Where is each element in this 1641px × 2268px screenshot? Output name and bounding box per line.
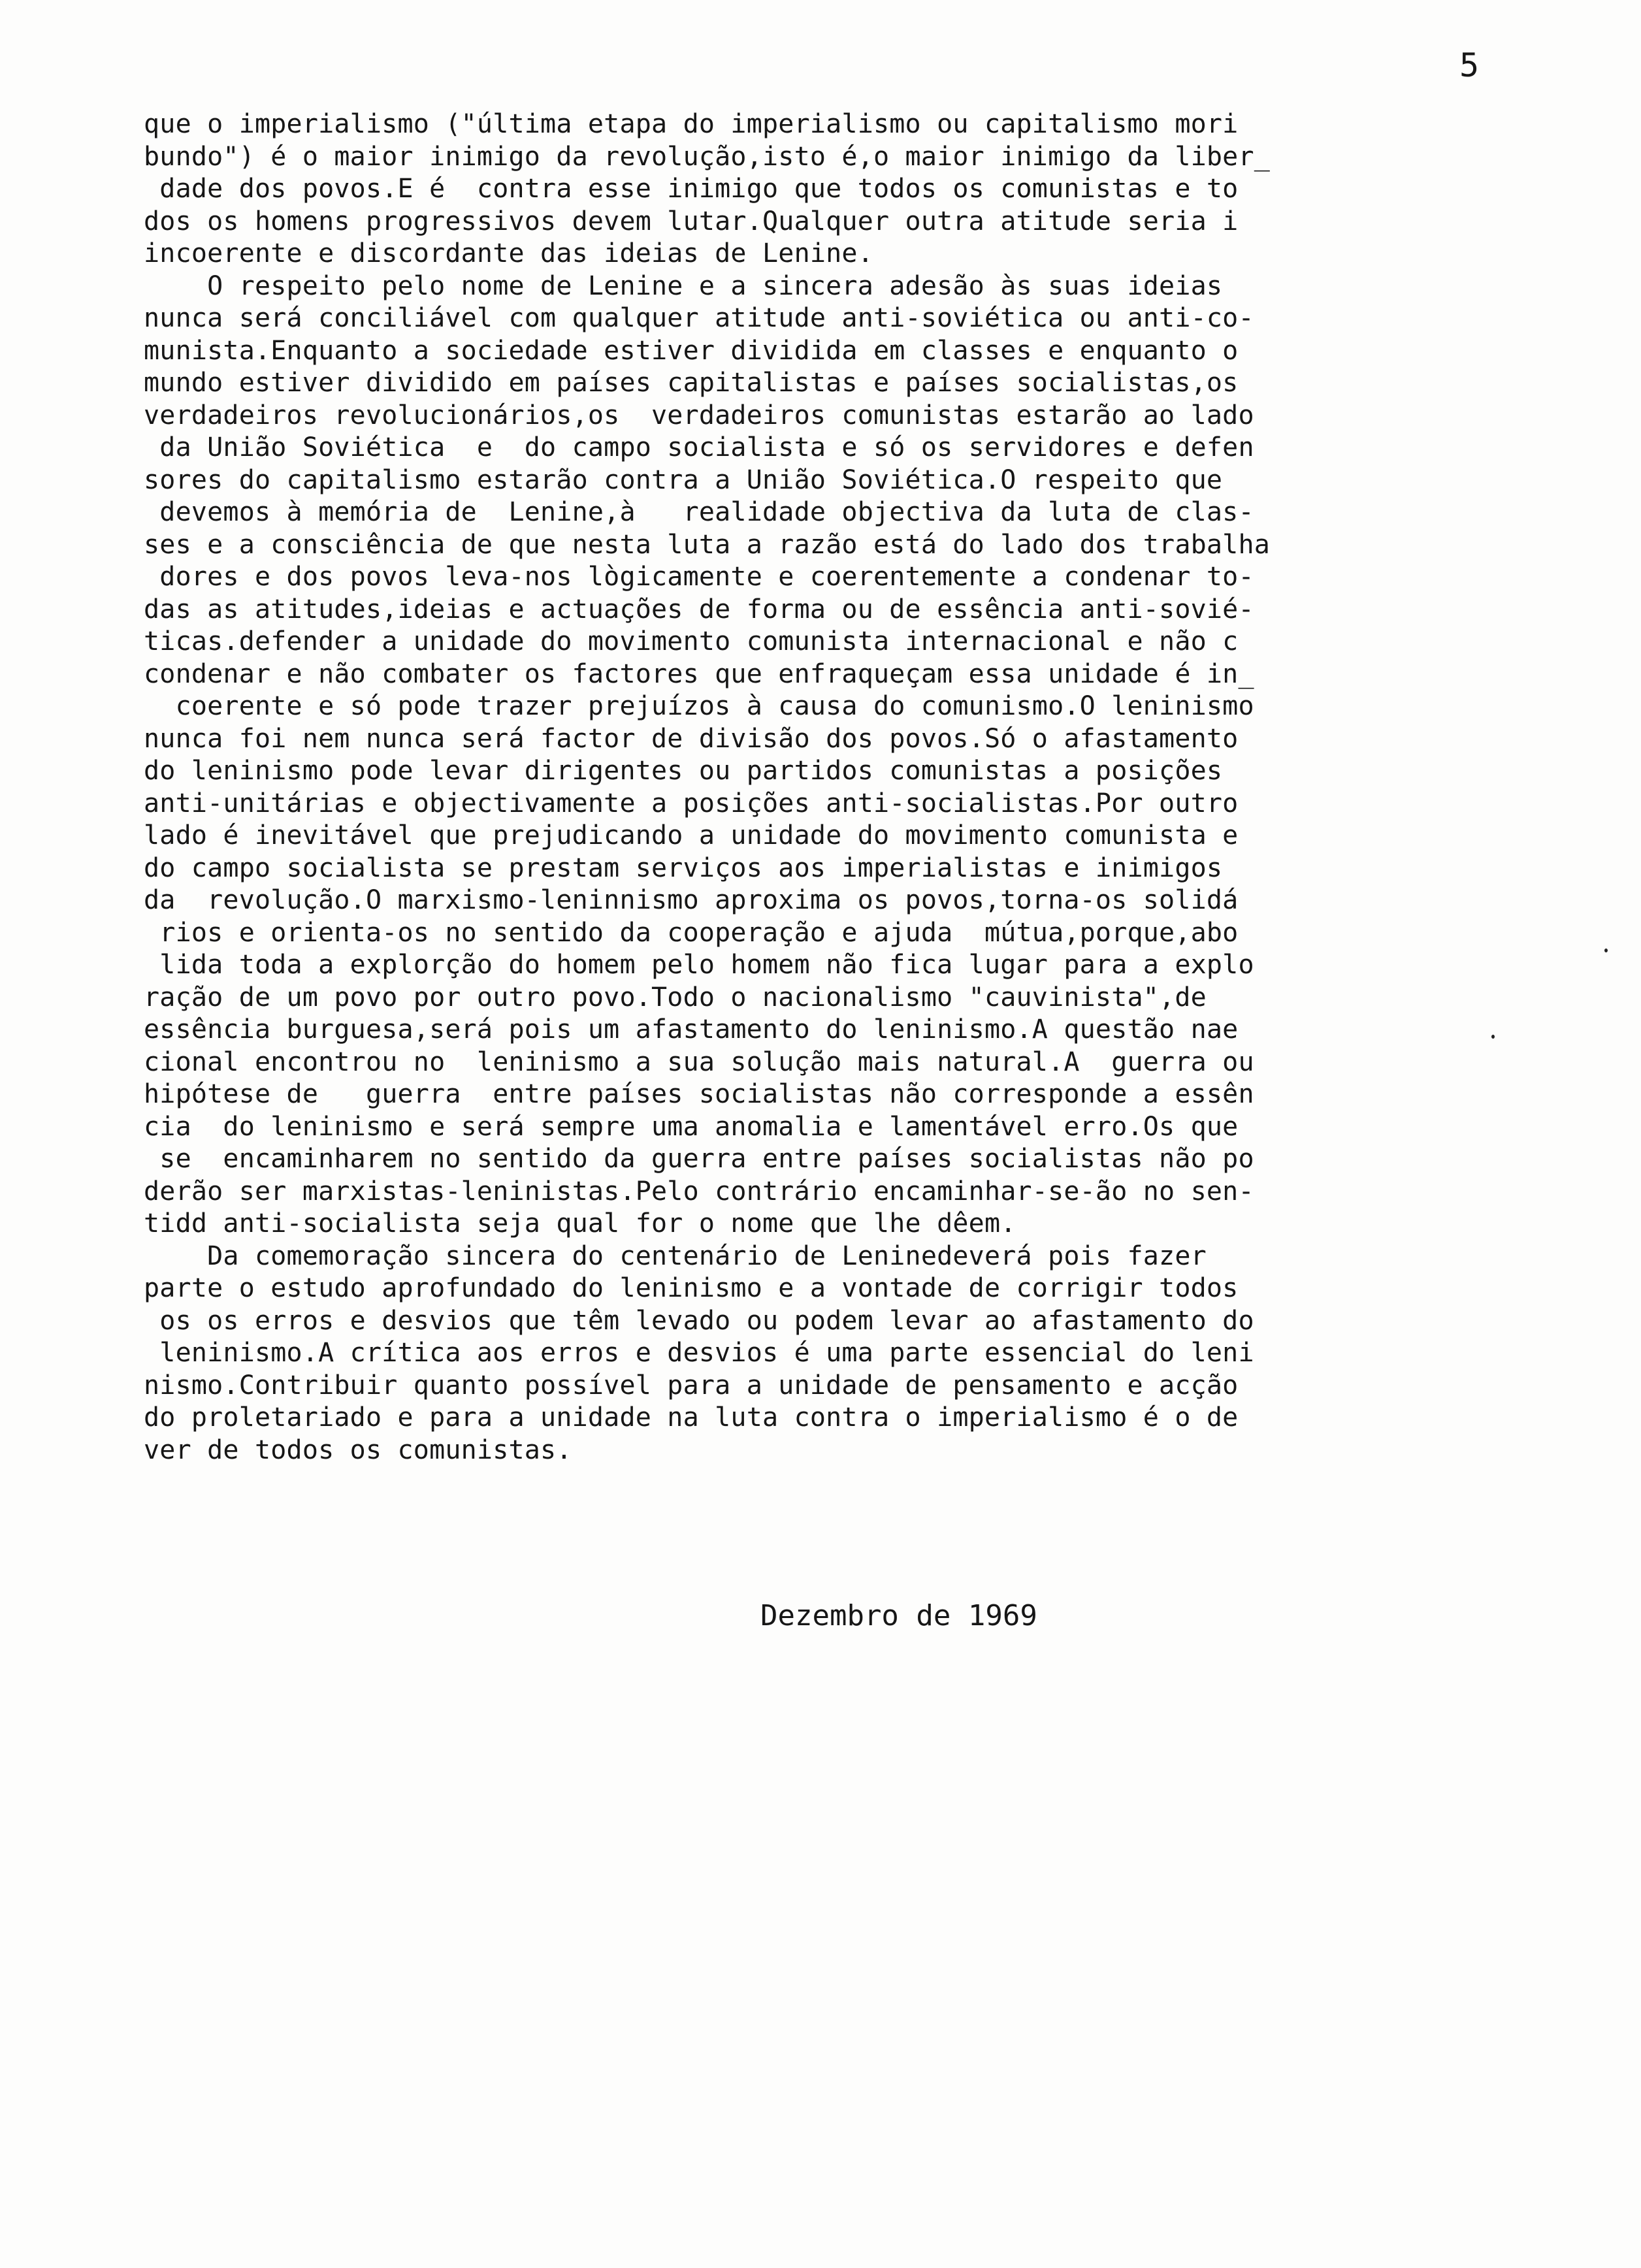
text-line: do leninismo pode levar dirigentes ou partidos comunistas a posições [144,756,1223,786]
text-line: anti-unitárias e objectivamente a posições anti-socialistas.Por outro [144,788,1239,818]
text-line: do campo socialista se prestam serviços aos imperialistas e inimigos [144,852,1223,883]
text-line: incoerente e discordante das ideias de Lenine. [144,238,873,268]
text-line: Da comemoração sincera do centenário de Leninedeverá pois fazer [144,1240,1207,1271]
text-line: nunca será conciliável com qualquer atitude anti-soviética ou anti-co- [144,303,1254,333]
text-line: ver de todos os comunistas. [144,1434,572,1465]
text-line: sores do capitalismo estarão contra a União Soviética.O respeito que [144,464,1223,495]
text-line: leninismo.A crítica aos erros e desvios é uma parte essencial do leni [144,1338,1254,1368]
text-line: do proletariado e para a unidade na luta contra o imperialismo é o de [144,1402,1239,1433]
text-line: munista.Enquanto a sociedade estiver dividida em classes e enquanto o [144,335,1239,366]
ink-speck [1491,1035,1495,1039]
text-line: rios e orienta-os no sentido da cooperação e ajuda mútua,porque,abo [144,917,1239,948]
text-line: nunca foi nem nunca será factor de divisão dos povos.Só o afastamento [144,723,1239,754]
text-line: parte o estudo aprofundado do leninismo e a vontade de corrigir todos [144,1273,1239,1303]
text-line: hipótese de guerra entre países socialistas não corresponde a essên [144,1079,1254,1109]
text-line: dores e dos povos leva-nos lògicamente e coerentemente a condenar to- [144,562,1254,592]
text-line: devemos à memória de Lenine,à realidade objectiva da luta de clas- [144,497,1254,527]
text-line: ses e a consciência de que nesta luta a razão está do lado dos trabalha [144,529,1271,560]
text-line: cional encontrou no leninismo a sua solução mais natural.A guerra ou [144,1046,1254,1077]
text-line: O respeito pelo nome de Lenine e a sincera adesão às suas ideias [144,270,1223,301]
text-line: se encaminharem no sentido da guerra entre países socialistas não po [144,1144,1254,1174]
text-line: verdadeiros revolucionários,os verdadeiros comunistas estarão ao lado [144,400,1254,430]
text-line: lida toda a explorção do homem pelo homem não fica lugar para a explo [144,950,1254,980]
text-line: ração de um povo por outro povo.Todo o nacionalismo "cauvinista",de [144,982,1207,1012]
text-line: que o imperialismo ("última etapa do imperialismo ou capitalismo mori [144,109,1239,139]
text-line: da União Soviética e do campo socialista e só os servidores e defen [144,432,1254,462]
text-line: mundo estiver dividido em países capitalistas e países socialistas,os [144,368,1239,398]
text-line: essência burguesa,será pois um afastamento do leninismo.A questão nae [144,1014,1239,1045]
text-line: tidd anti-socialista seja qual for o nome que lhe dêem. [144,1208,1016,1239]
ink-speck [1604,948,1608,952]
text-line: coerente e só pode trazer prejuízos à causa do comunismo.O leninismo [144,691,1254,721]
text-line: derão ser marxistas-leninistas.Pelo contrário encaminhar-se-ão no sen- [144,1176,1254,1207]
date-line: Dezembro de 1969 [760,1599,1037,1632]
text-line: da revolução.O marxismo-leninnismo aproxima os povos,torna-os solidá [144,885,1239,915]
text-line: dade dos povos.E é contra esse inimigo que todos os comunistas e to [144,174,1239,204]
text-line: bundo") é o maior inimigo da revolução,isto é,o maior inimigo da liber_ [144,141,1271,172]
text-line: dos os homens progressivos devem lutar.Qualquer outra atitude seria i [144,206,1239,236]
text-line: condenar e não combater os factores que enfraqueçam essa unidade é in_ [144,658,1254,689]
text-line: cia do leninismo e será sempre uma anomalia e lamentável erro.Os que [144,1111,1239,1142]
text-line: nismo.Contribuir quanto possível para a unidade de pensamento e acção [144,1370,1239,1401]
text-line: os os erros e desvios que têm levado ou podem levar ao afastamento do [144,1305,1254,1336]
page-number: 5 [1459,46,1480,84]
body-text [144,108,1529,1466]
text-line: lado é inevitável que prejudicando a unidade do movimento comunista e [144,820,1239,850]
text-line: ticas.defender a unidade do movimento comunista internacional e não c [144,626,1239,656]
text-line: das as atitudes,ideias e actuações de forma ou de essência anti-sovié- [144,594,1254,624]
